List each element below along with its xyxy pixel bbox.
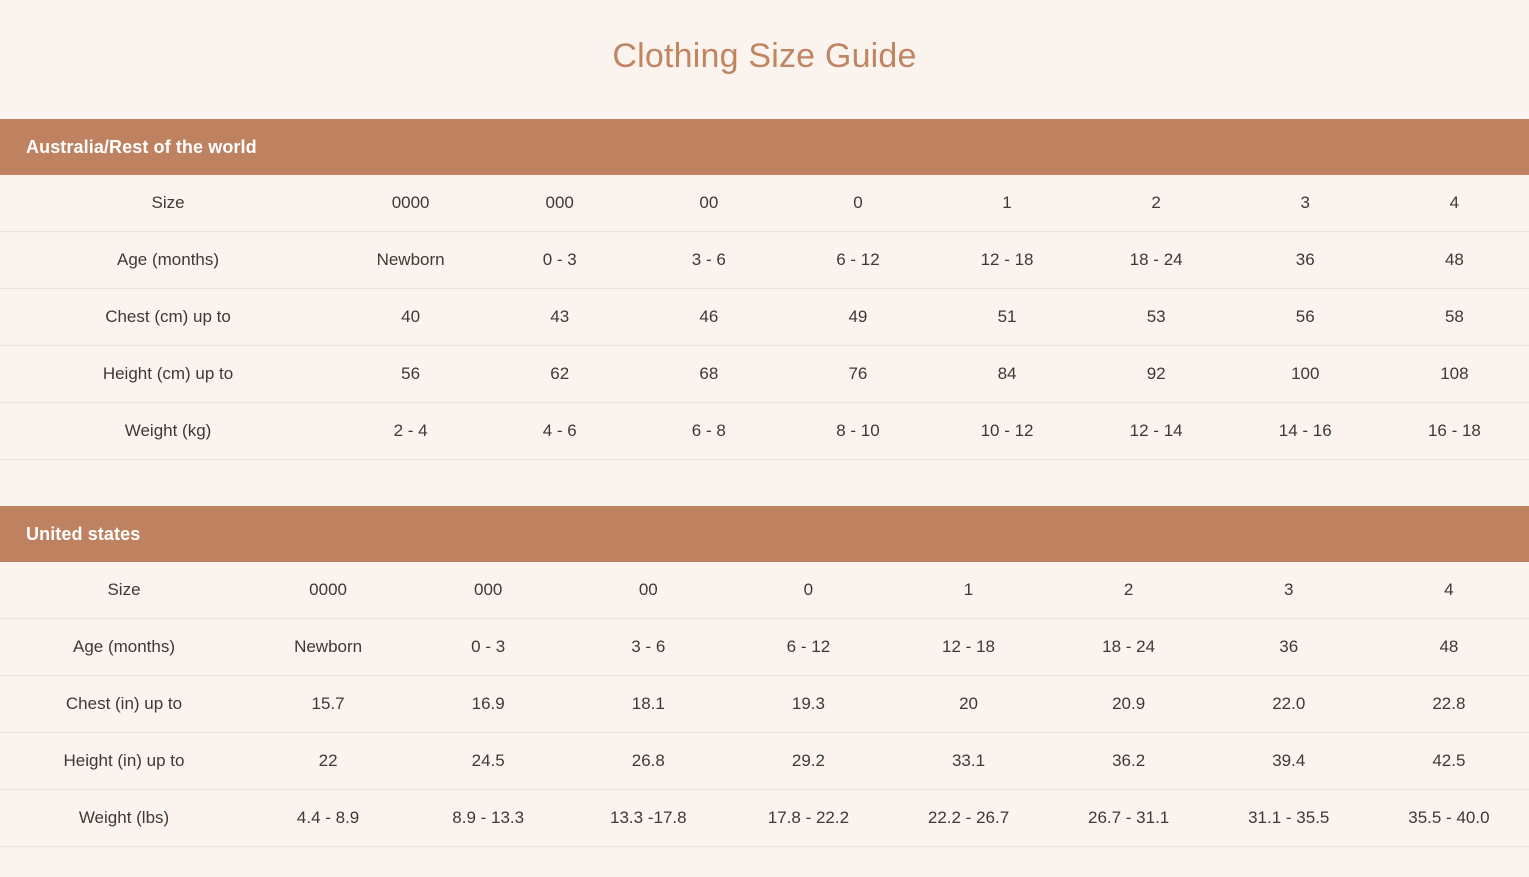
row-label: Size	[0, 562, 248, 619]
table-row	[0, 402, 1529, 459]
table-cell: 43	[485, 288, 634, 345]
table-cell: 68	[634, 345, 783, 402]
table-cell: 14 - 16	[1231, 402, 1380, 459]
table-cell: 84	[932, 345, 1081, 402]
table-cell: 2	[1082, 175, 1231, 232]
bottom-spacer	[0, 847, 1529, 877]
table-cell: 4	[1369, 562, 1529, 619]
table-cell: 18 - 24	[1082, 231, 1231, 288]
table-cell: 18.1	[568, 675, 728, 732]
table-cell: 36.2	[1049, 732, 1209, 789]
table-cell: 48	[1369, 618, 1529, 675]
size-table-united-states	[0, 562, 1529, 847]
table-cell: 12 - 14	[1082, 402, 1231, 459]
table-cell: 51	[932, 288, 1081, 345]
table-cell: 20	[888, 675, 1048, 732]
table-cell: 33.1	[888, 732, 1048, 789]
table-cell: 8.9 - 13.3	[408, 789, 568, 846]
table-cell: 0000	[248, 562, 408, 619]
table-cell: 6 - 8	[634, 402, 783, 459]
page-title: Clothing Size Guide	[612, 37, 917, 75]
table-cell: 49	[783, 288, 932, 345]
row-label: Weight (kg)	[0, 402, 336, 459]
table-cell: 53	[1082, 288, 1231, 345]
table-cell: 22.2 - 26.7	[888, 789, 1048, 846]
table-cell: 3	[1209, 562, 1369, 619]
table-cell: 8 - 10	[783, 402, 932, 459]
section-australia	[0, 119, 1529, 460]
table-cell: 2 - 4	[336, 402, 485, 459]
table-cell: Newborn	[336, 231, 485, 288]
table-row	[0, 562, 1529, 619]
table-cell: 4.4 - 8.9	[248, 789, 408, 846]
row-label: Height (cm) up to	[0, 345, 336, 402]
table-cell: 26.7 - 31.1	[1049, 789, 1209, 846]
row-label: Chest (in) up to	[0, 675, 248, 732]
table-row	[0, 618, 1529, 675]
table-cell: 3 - 6	[568, 618, 728, 675]
table-cell: 3 - 6	[634, 231, 783, 288]
table-cell: 22	[248, 732, 408, 789]
table-cell: 6 - 12	[728, 618, 888, 675]
row-label: Size	[0, 175, 336, 232]
table-cell: 20.9	[1049, 675, 1209, 732]
table-cell: 12 - 18	[888, 618, 1048, 675]
table-cell: Newborn	[248, 618, 408, 675]
table-cell: 000	[485, 175, 634, 232]
row-label: Age (months)	[0, 618, 248, 675]
table-cell: 40	[336, 288, 485, 345]
table-cell: 108	[1380, 345, 1529, 402]
table-cell: 24.5	[408, 732, 568, 789]
table-cell: 56	[336, 345, 485, 402]
section-header-australia: Australia/Rest of the world	[0, 119, 1529, 175]
table-cell: 48	[1380, 231, 1529, 288]
table-row	[0, 732, 1529, 789]
table-cell: 0 - 3	[485, 231, 634, 288]
table-cell: 31.1 - 35.5	[1209, 789, 1369, 846]
table-cell: 36	[1231, 231, 1380, 288]
table-cell: 35.5 - 40.0	[1369, 789, 1529, 846]
table-row	[0, 288, 1529, 345]
table-cell: 2	[1049, 562, 1209, 619]
table-row	[0, 345, 1529, 402]
table-cell: 0	[728, 562, 888, 619]
table-cell: 16 - 18	[1380, 402, 1529, 459]
table-cell: 22.8	[1369, 675, 1529, 732]
table-row	[0, 175, 1529, 232]
table-cell: 12 - 18	[932, 231, 1081, 288]
table-cell: 29.2	[728, 732, 888, 789]
table-cell: 0000	[336, 175, 485, 232]
table-cell: 46	[634, 288, 783, 345]
table-cell: 19.3	[728, 675, 888, 732]
table-cell: 0	[783, 175, 932, 232]
table-cell: 100	[1231, 345, 1380, 402]
table-cell: 42.5	[1369, 732, 1529, 789]
size-table-australia	[0, 175, 1529, 460]
table-cell: 4	[1380, 175, 1529, 232]
table-cell: 36	[1209, 618, 1369, 675]
table-cell: 00	[568, 562, 728, 619]
row-label: Height (in) up to	[0, 732, 248, 789]
table-cell: 58	[1380, 288, 1529, 345]
row-label: Chest (cm) up to	[0, 288, 336, 345]
table-cell: 39.4	[1209, 732, 1369, 789]
section-header-united-states: United states	[0, 506, 1529, 562]
table-cell: 1	[888, 562, 1048, 619]
section-united-states	[0, 506, 1529, 877]
table-cell: 17.8 - 22.2	[728, 789, 888, 846]
table-cell: 4 - 6	[485, 402, 634, 459]
table-cell: 76	[783, 345, 932, 402]
table-cell: 00	[634, 175, 783, 232]
table-cell: 26.8	[568, 732, 728, 789]
table-cell: 15.7	[248, 675, 408, 732]
table-cell: 1	[932, 175, 1081, 232]
table-cell: 000	[408, 562, 568, 619]
table-cell: 56	[1231, 288, 1380, 345]
table-cell: 16.9	[408, 675, 568, 732]
row-label: Age (months)	[0, 231, 336, 288]
table-row	[0, 789, 1529, 846]
table-cell: 18 - 24	[1049, 618, 1209, 675]
table-cell: 3	[1231, 175, 1380, 232]
table-cell: 6 - 12	[783, 231, 932, 288]
row-label: Weight (lbs)	[0, 789, 248, 846]
table-row	[0, 231, 1529, 288]
table-cell: 0 - 3	[408, 618, 568, 675]
table-cell: 62	[485, 345, 634, 402]
table-cell: 13.3 -17.8	[568, 789, 728, 846]
table-cell: 10 - 12	[932, 402, 1081, 459]
table-cell: 92	[1082, 345, 1231, 402]
table-row	[0, 675, 1529, 732]
table-cell: 22.0	[1209, 675, 1369, 732]
